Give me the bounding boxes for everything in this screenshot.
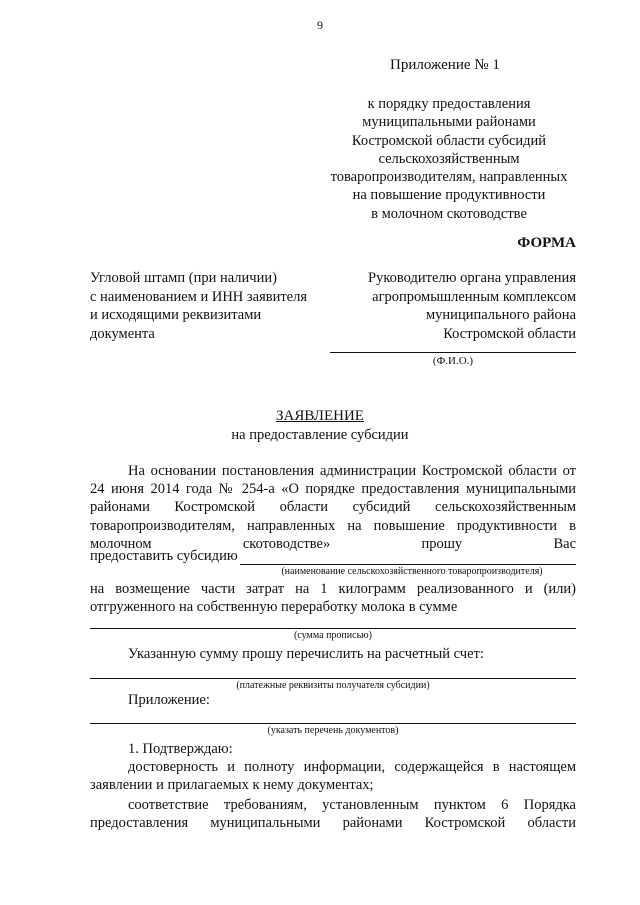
transfer-text: Указанную сумму прошу перечислить на расчетный счет: bbox=[128, 646, 484, 662]
producer-label: (наименование сельскохозяйственного товаропроизводителя) bbox=[281, 566, 543, 577]
confirm-item-2: соответствие требованиям, установленным пунктом 6 Порядка предоставления муниципальными районами Костромской области bbox=[90, 797, 576, 832]
page-number: 9 bbox=[317, 18, 323, 32]
payment-details-field-line[interactable] bbox=[90, 678, 576, 679]
stamp-line: документа bbox=[90, 325, 155, 342]
order-line: Костромской области субсидий bbox=[351, 132, 547, 149]
intro-text: На основании постановления администрации Костромской области от 24 июня 2014 года № 254-а «О порядке предоставления муниципальными районами Костромской области субсидий сельскохозяйственным товаропроизводителям, направленных на повышение продуктивности в молочном скотоводстве» прошу Вас bbox=[90, 463, 576, 552]
payment-label: (платежные реквизиты получателя субсидии) bbox=[236, 680, 430, 691]
order-line: в молочном скотоводстве bbox=[371, 205, 527, 222]
order-line: на повышение продуктивности bbox=[352, 187, 546, 204]
intro-paragraph bbox=[90, 462, 576, 553]
confirm-item-1: достоверность и полноту информации, содержащейся в настоящем заявлении и прилагаемых к нему документах; bbox=[90, 759, 576, 794]
order-line: муниципальными районами bbox=[362, 114, 536, 131]
sum-label: (сумма прописью) bbox=[294, 630, 372, 641]
confirm-heading: 1. Подтверждаю: bbox=[128, 741, 233, 757]
addressee-block bbox=[340, 269, 576, 343]
document-title-text: ЗАЯВЛЕНИЕ bbox=[276, 408, 364, 424]
document-title bbox=[0, 408, 640, 425]
fio-label: (Ф.И.О.) bbox=[432, 355, 474, 367]
corner-stamp-block bbox=[90, 269, 330, 343]
order-line: товаропроизводителям, направленных bbox=[330, 169, 568, 186]
attachment-text: Приложение: bbox=[128, 692, 210, 708]
addressee-line: муниципального района bbox=[426, 307, 576, 323]
addressee-line: Руководителю органа управления bbox=[368, 270, 576, 286]
subsidy-request-row bbox=[90, 548, 576, 565]
documents-label: (указать перечень документов) bbox=[267, 725, 399, 736]
order-line: сельскохозяйственным bbox=[378, 150, 520, 167]
form-label: ФОРМА bbox=[517, 235, 576, 251]
compensation-paragraph: на возмещение части затрат на 1 килограмм реализованного и (или) отгруженного на собственную переработку молока в сумме bbox=[90, 581, 576, 616]
addressee-line: Костромской области bbox=[443, 325, 576, 342]
order-line: к порядку предоставления bbox=[367, 96, 531, 112]
order-reference bbox=[318, 95, 580, 223]
provide-subsidy-text: предоставить субсидию bbox=[90, 548, 238, 564]
document-subtitle: на предоставление субсидии bbox=[231, 427, 409, 443]
appendix-title: Приложение № 1 bbox=[390, 57, 500, 73]
fio-field-line[interactable] bbox=[330, 352, 576, 353]
stamp-line: и исходящими реквизитами bbox=[90, 307, 262, 323]
sum-field-line[interactable] bbox=[90, 628, 576, 629]
stamp-line: Угловой штамп (при наличии) bbox=[90, 270, 277, 286]
addressee-line: агропромышленным комплексом bbox=[372, 288, 576, 305]
producer-name-field-line[interactable] bbox=[240, 550, 576, 565]
documents-field-line[interactable] bbox=[90, 723, 576, 724]
stamp-line: с наименованием и ИНН заявителя bbox=[90, 288, 308, 305]
